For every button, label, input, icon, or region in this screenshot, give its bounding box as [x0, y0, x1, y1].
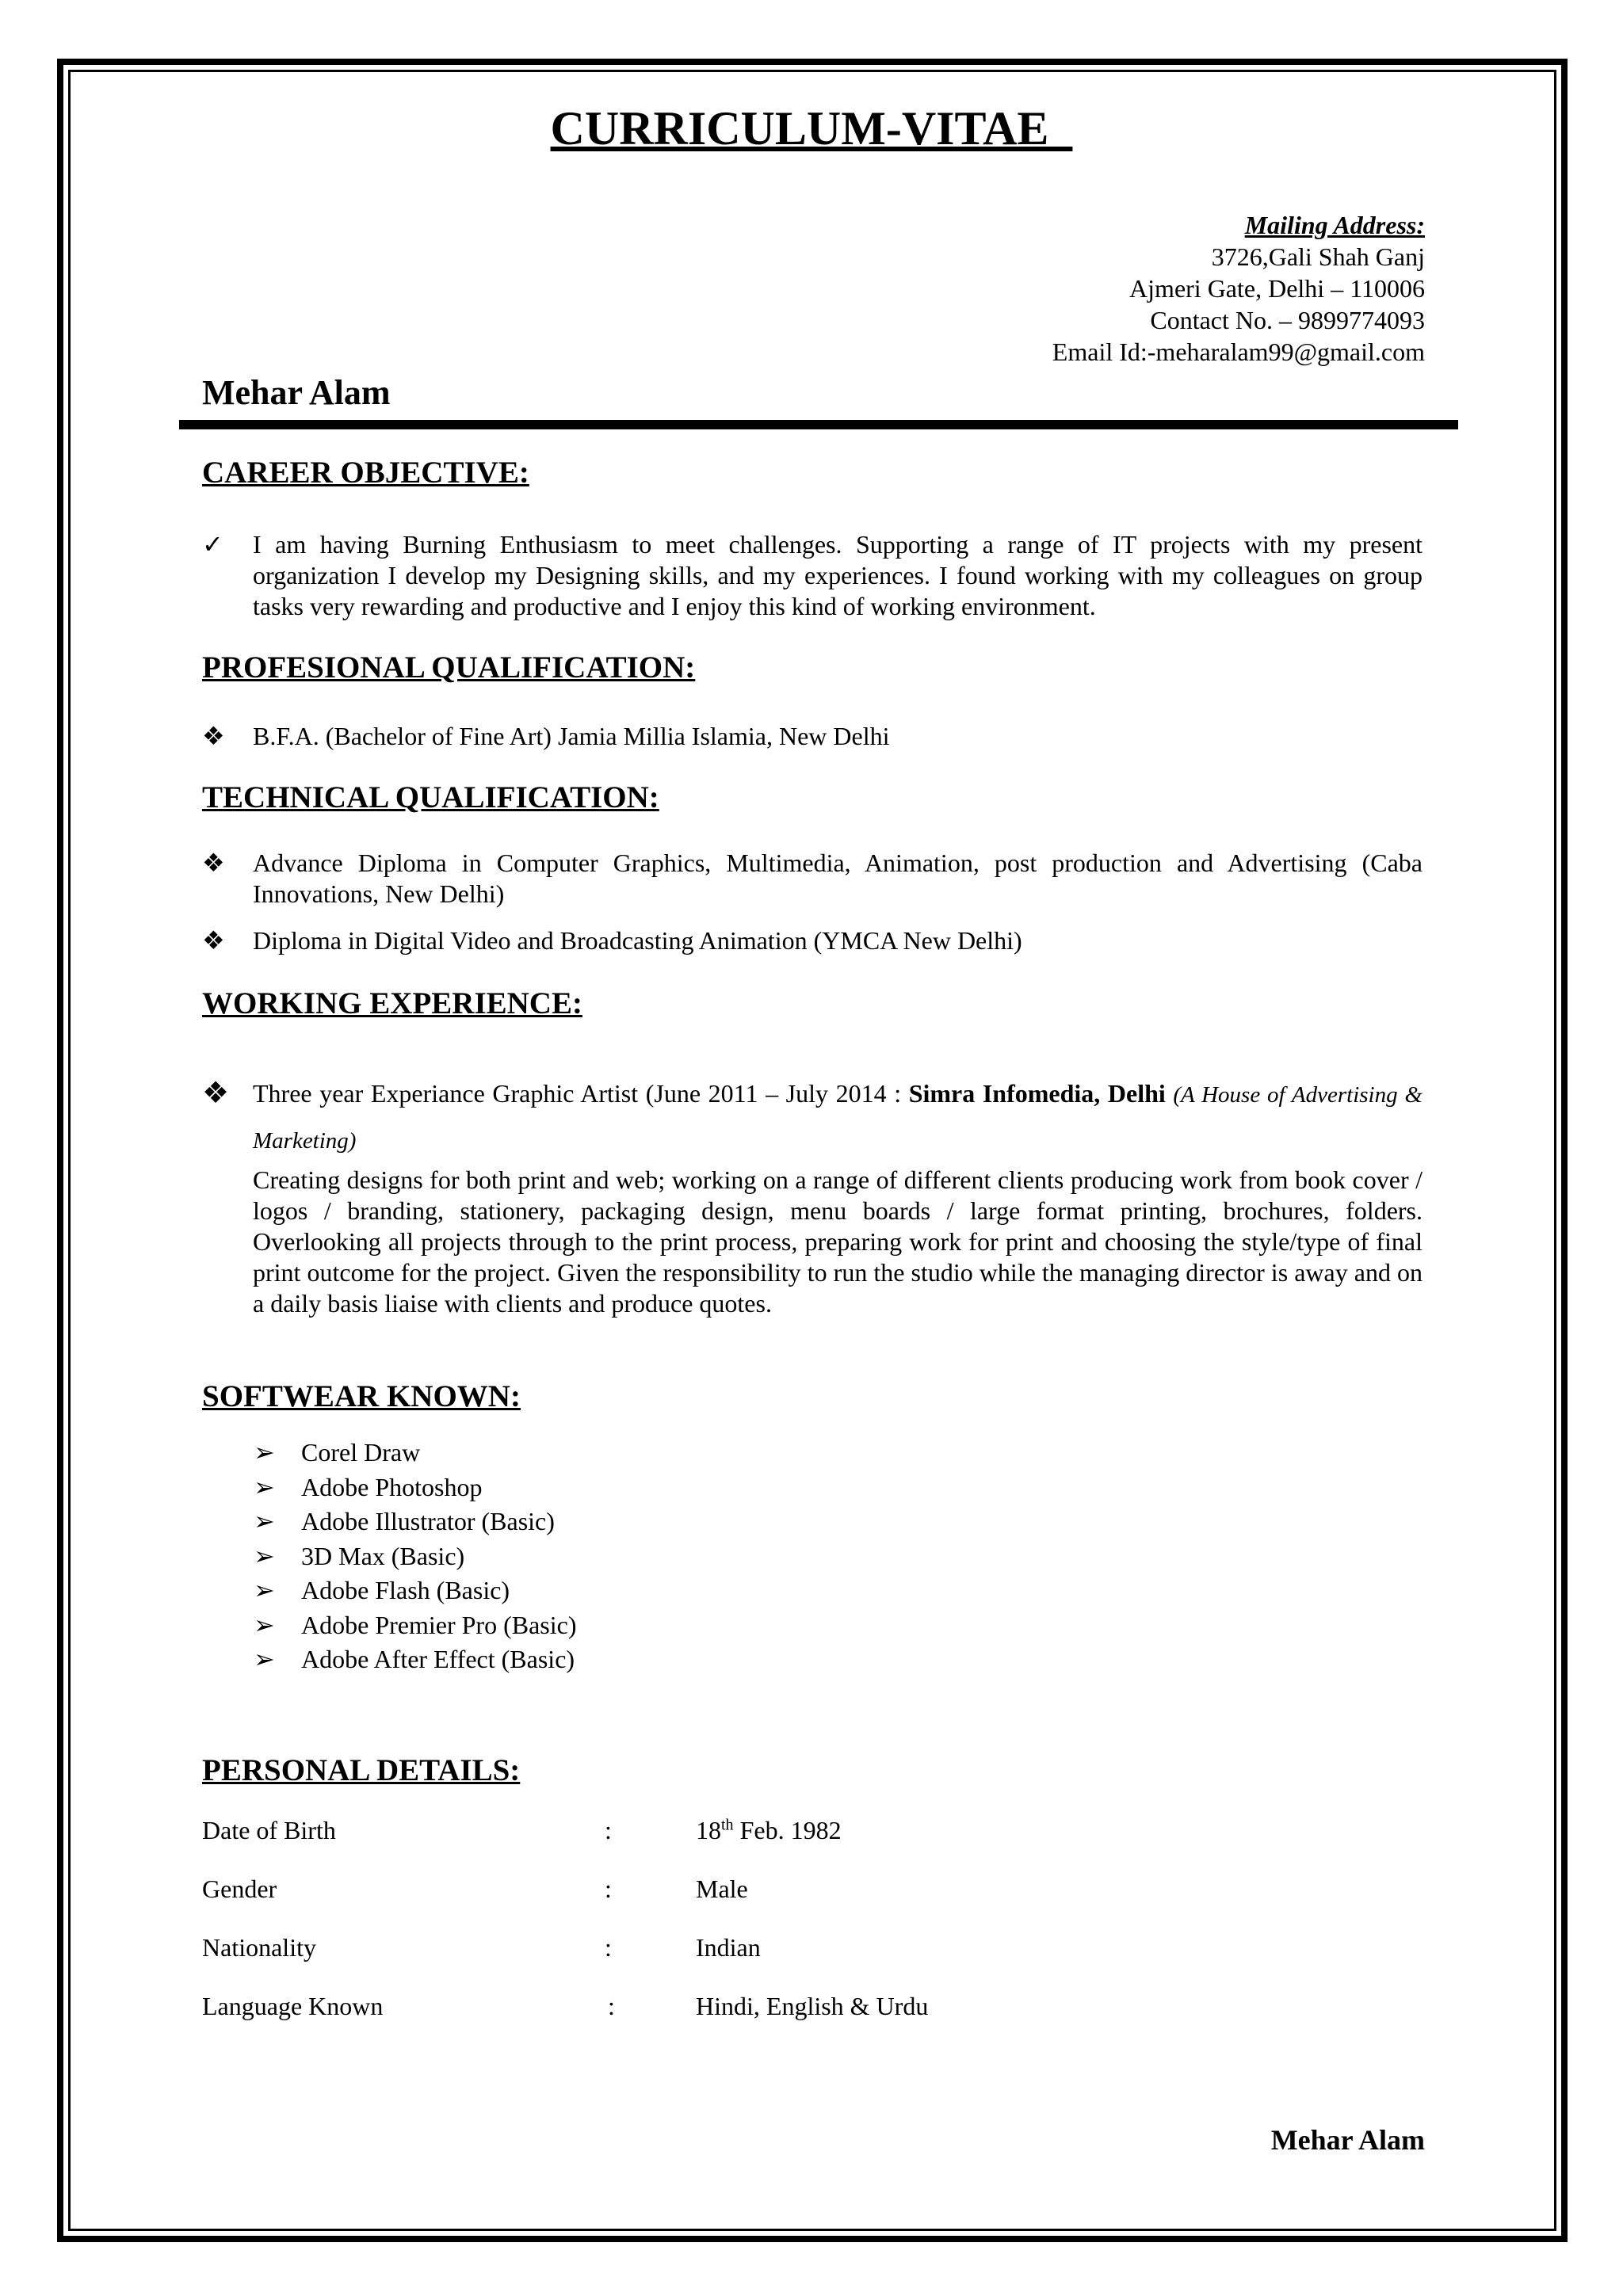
- diamond-bullet-icon: ❖: [202, 849, 225, 877]
- software-list: [254, 1436, 576, 1677]
- arrow-bullet-icon: ➢: [254, 1507, 275, 1535]
- working-experience-heading: WORKING EXPERIENCE:: [202, 986, 582, 1020]
- colon: :: [605, 1933, 612, 1962]
- dob-value: 18th Feb. 1982: [696, 1816, 842, 1844]
- technical-item: [202, 848, 1423, 910]
- colon: :: [605, 1875, 612, 1903]
- arrow-bullet-icon: ➢: [254, 1576, 275, 1604]
- professional-qualification-heading: PROFESIONAL QUALIFICATION:: [202, 650, 696, 685]
- career-objective-text: I am having Burning Enthusiasm to meet challenges. Supporting a range of IT projects with my present organization I develop my Designing skills, and my experiences. I found working with my colleagues on group tasks very rewarding and productive and I enjoy this kind of working environment.: [253, 530, 1423, 620]
- technical-item-text: Diploma in Digital Video and Broadcasting Animation (YMCA New Delhi): [253, 926, 1022, 955]
- career-objective-item: [202, 529, 1423, 622]
- mailing-address-heading: Mailing Address:: [1244, 211, 1425, 239]
- gender-label: Gender: [202, 1875, 277, 1903]
- nationality-value: Indian: [696, 1933, 761, 1962]
- arrow-bullet-icon: ➢: [254, 1610, 275, 1639]
- nationality-label: Nationality: [202, 1933, 316, 1962]
- dob-label: Date of Birth: [202, 1816, 336, 1844]
- experience-company-note: (A House of Advertising & Marketing): [253, 1082, 1423, 1154]
- technical-item: [202, 925, 1423, 956]
- experience-description: Creating designs for both print and web; working on a range of different clients producing work from book cover / logos / branding, stationery, packaging design, menu boards / large format printing, brochures, folders. Overlooking all projects through to the print process, preparing work for print and choosing the style/type of final print outcome for the project. Given the responsibility to run the studio while the managing director is away and on a daily basis liaise with clients and produce quotes.: [253, 1165, 1423, 1318]
- professional-item-text: B.F.A. (Bachelor of Fine Art) Jamia Millia Islamia, New Delhi: [253, 722, 890, 750]
- diamond-bullet-icon: ❖: [202, 926, 225, 955]
- arrow-bullet-icon: ➢: [254, 1438, 275, 1466]
- diamond-bullet-icon: ❖: [202, 722, 225, 750]
- signature-name: Mehar Alam: [1270, 2124, 1425, 2156]
- language-value: Hindi, English & Urdu: [696, 1992, 929, 2020]
- personal-details-heading: PERSONAL DETAILS:: [202, 1753, 521, 1787]
- career-objective-heading: CAREER OBJECTIVE:: [202, 456, 529, 490]
- software-item: ➢ Adobe Illustrator (Basic): [254, 1505, 576, 1539]
- software-item: ➢ Adobe Flash (Basic): [254, 1573, 576, 1608]
- language-label: Language Known: [202, 1992, 384, 2020]
- professional-item: [202, 721, 1423, 752]
- diamond-bullet-icon: ❖: [202, 1077, 230, 1110]
- contact-number: Contact No. – 9899774093: [1150, 306, 1425, 334]
- software-item: ➢ Corel Draw: [254, 1436, 576, 1470]
- arrow-bullet-icon: ➢: [254, 1541, 275, 1570]
- document-title: CURRICULUM-VITAE: [550, 102, 1073, 154]
- software-item: ➢ Adobe Premier Pro (Basic): [254, 1608, 576, 1643]
- experience-company: Simra Infomedia, Delhi: [908, 1079, 1166, 1108]
- arrow-bullet-icon: ➢: [254, 1645, 275, 1673]
- gender-value: Male: [696, 1875, 748, 1903]
- technical-item-text: Advance Diploma in Computer Graphics, Multimedia, Animation, post production and Advertising (Caba Innovations, New Delhi): [253, 849, 1423, 908]
- software-item: ➢ 3D Max (Basic): [254, 1539, 576, 1574]
- arrow-bullet-icon: ➢: [254, 1472, 275, 1501]
- software-item: ➢ Adobe After Effect (Basic): [254, 1642, 576, 1677]
- email: Email Id:-meharalam99@gmail.com: [1052, 338, 1425, 366]
- experience-role: Three year Experiance Graphic Artist (June 2011 – July 2014 :: [253, 1079, 909, 1108]
- colon: :: [608, 1992, 615, 2020]
- address-line-2: Ajmeri Gate, Delhi – 110006: [1129, 274, 1425, 303]
- experience-item: [202, 1071, 1423, 1163]
- address-line-1: 3726,Gali Shah Ganj: [1211, 242, 1425, 271]
- colon: :: [605, 1816, 612, 1844]
- software-known-heading: SOFTWEAR KNOWN:: [202, 1379, 521, 1413]
- candidate-name: Mehar Alam: [202, 373, 391, 412]
- software-item: ➢ Adobe Photoshop: [254, 1470, 576, 1505]
- header-divider: [179, 420, 1458, 429]
- technical-qualification-heading: TECHNICAL QUALIFICATION:: [202, 780, 659, 814]
- mailing-address: [1052, 209, 1425, 368]
- check-icon: ✓: [202, 530, 223, 559]
